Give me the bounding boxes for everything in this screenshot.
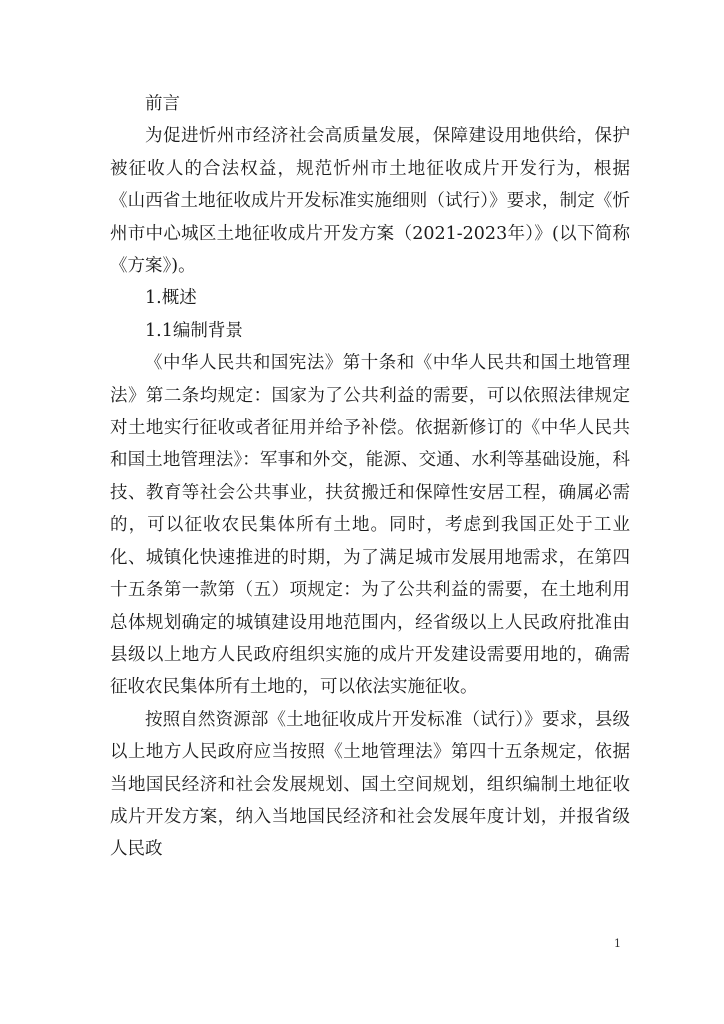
document-body — [110, 88, 630, 866]
page-number: 1 — [614, 937, 621, 950]
section-1-heading: 1.概述 — [145, 288, 197, 309]
preface-paragraph: 为促进忻州市经济社会高质量发展，保障建设用地供给，保护被征收人的合法权益，规范忻州市土地征收成片开发行为，根据《山西省土地征收成片开发标准实施细则（试行）》要求，制定《忻州市中心城区土地征收成片开发方案（2021-2023年）》(以下简称《方案》)。 — [110, 126, 630, 277]
body-paragraph-2: 按照自然资源部《土地征收成片开发标准（试行）》要求，县级以上地方人民政府应当按照《土地管理法》第四十五条规定，依据当地国民经济和社会发展规划、国土空间规划，组织编制土地征收成片开发方案，纳入当地国民经济和社会发展年度计划，并报省级人民政 — [110, 709, 630, 860]
preface-heading: 前言 — [145, 94, 180, 114]
body-paragraph-1: 《中华人民共和国宪法》第十条和《中华人民共和国土地管理法》第二条均规定：国家为了公共利益的需要，可以依照法律规定对土地实行征收或者征用并给予补偿。依据新修订的《中华人民共和国土地管理法》：军事和外交，能源、交通、水利等基础设施，科技、教育等社会公共事业，扶贫搬迁和保障性安居工程，确属必需的，可以征收农民集体所有土地。同时，考虑到我国正处于工业化、城镇化快速推进的时期，为了满足城市发展用地需求，在第四十五条第一款第（五）项规定：为了公共利益的需要，在土地利用总体规划确定的城镇建设用地范围内，经省级以上人民政府批准由县级以上地方人民政府组织实施的成片开发建设需要用地的，确需征收农民集体所有土地的，可以依法实施征收。 — [110, 353, 630, 698]
section-1-1-heading: 1.1编制背景 — [145, 320, 243, 341]
